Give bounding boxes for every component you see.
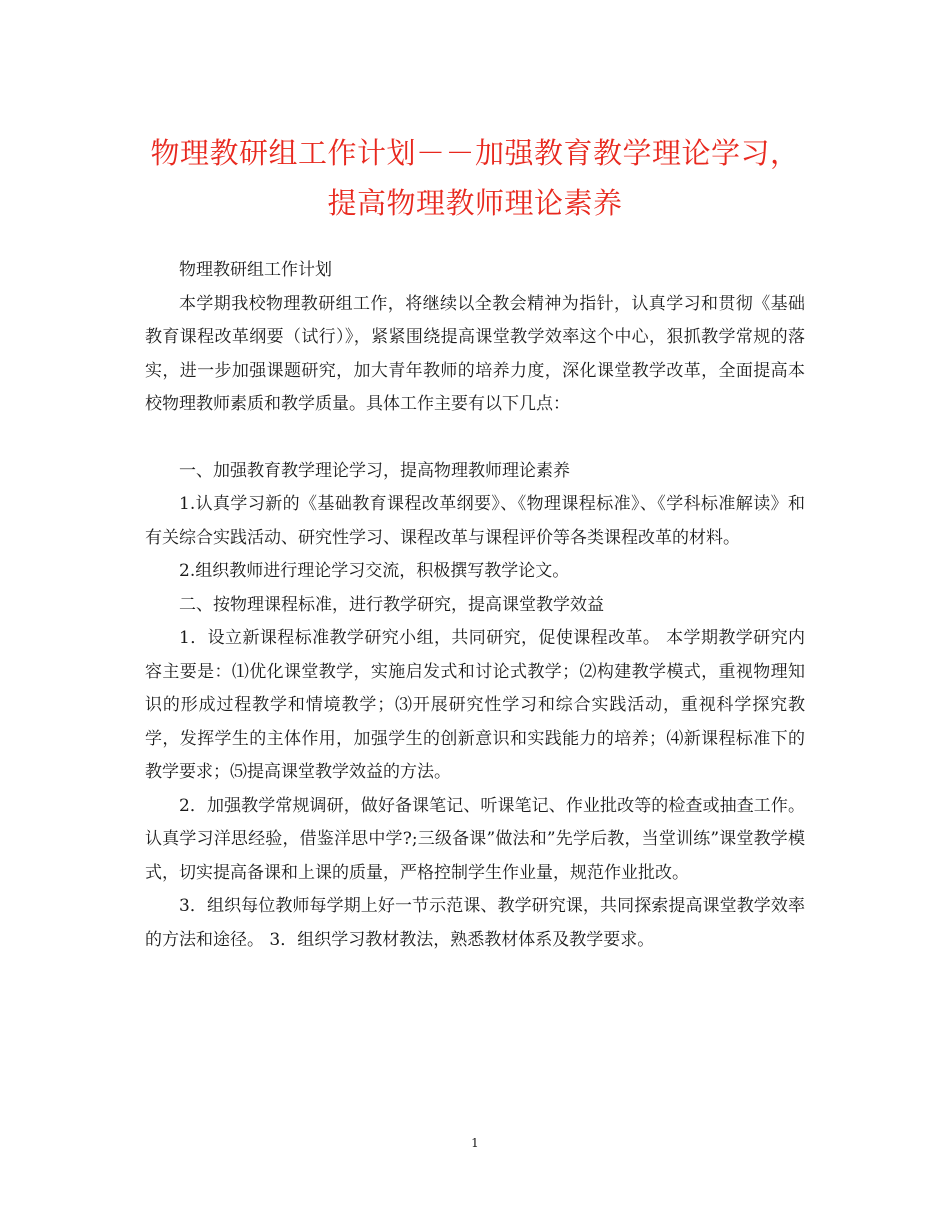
paragraph: 1.认真学习新的《基础教育课程改革纲要》、《物理课程标准》、《学科标准解读》和有关综合实践活动、研究性学习、课程改革与课程评价等各类课程改革的材料。 <box>145 494 805 548</box>
document-title: 物理教研组工作计划－－加强教育教学理论学习，提高物理教师理论素养 <box>150 136 800 220</box>
paragraph-heading: 物理教研组工作计划 <box>179 260 332 280</box>
paragraph: 3．组织每位教师每学期上好一节示范课、教学研究课，共同探索提高课堂教学效率的方法和途径。 3．组织学习教材教法，熟悉教材体系及教学要求。 <box>145 896 805 950</box>
document-body <box>145 254 805 957</box>
paragraph: 2.组织教师进行理论学习交流，积极撰写教学论文。 <box>179 561 570 581</box>
page-number: 1 <box>471 1136 479 1150</box>
paragraph: 1．设立新课程标准教学研究小组，共同研究，促使课程改革。 本学期教学研究内容主要是：⑴优化课堂教学，实施启发式和讨论式教学；⑵构建教学模式，重视物理知识的形成过程教学和情境教学；⑶开展研究性学习和综合实践活动，重视科学探究教学，发挥学生的主体作用，加强学生的创新意识和实践能力的培养；⑷新课程标准下的教学要求；⑸提高课堂教学效益的方法。 <box>145 628 805 782</box>
section-heading-1: 一、加强教育教学理论学习，提高物理教师理论素养 <box>179 460 570 481</box>
paragraph: 2．加强教学常规调研，做好备课笔记、听课笔记、作业批改等的检查或抽查工作。认真学习洋思经验，借鉴洋思中学?;三级备课”做法和”先学后教，当堂训练”课堂教学模式，切实提高备课和上课的质量，严格控制学生作业量，规范作业批改。 <box>145 795 805 883</box>
section-heading-2: 二、按物理课程标准，进行教学研究，提高课堂教学效益 <box>179 594 604 615</box>
paragraph-intro: 本学期我校物理教研组工作，将继续以全教会精神为指针，认真学习和贯彻《基础教育课程改革纲要（试行）》，紧紧围绕提高课堂教学效率这个中心，狠抓教学常规的落实，进一步加强课题研究，加大青年教师的培养力度，深化课堂教学改革，全面提高本校物理教师素质和教学质量。具体工作主要有以下几点： <box>145 293 805 414</box>
